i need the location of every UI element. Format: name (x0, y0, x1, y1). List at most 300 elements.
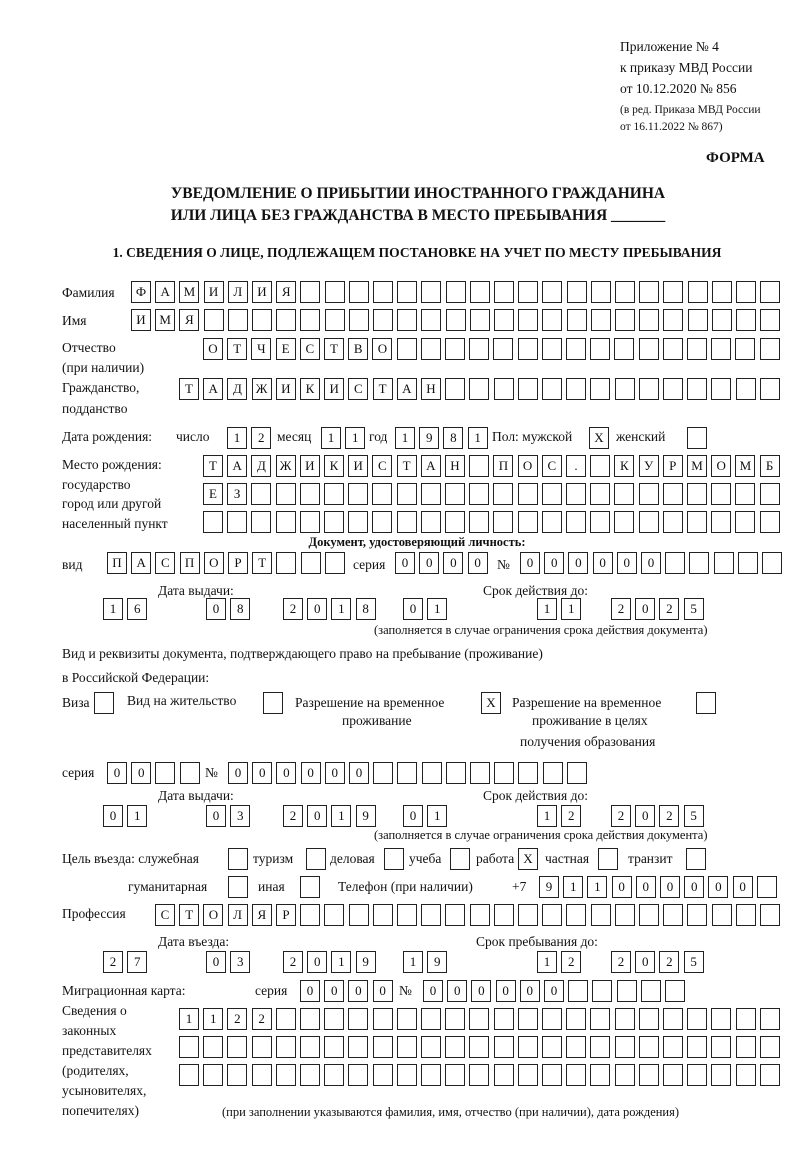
doc-number-cell[interactable] (762, 552, 782, 574)
patronymic-cell[interactable] (397, 338, 417, 360)
p-study-cell[interactable] (450, 848, 470, 870)
name-cell[interactable] (373, 309, 393, 331)
patronymic-cell[interactable] (542, 338, 562, 360)
reps-1-cell[interactable] (518, 1008, 538, 1030)
birthplace-3-cell[interactable] (614, 511, 634, 533)
birthplace-2-cell[interactable] (614, 483, 634, 505)
name-cell[interactable] (736, 309, 756, 331)
name-cell[interactable] (663, 309, 683, 331)
profession-cell[interactable] (349, 904, 369, 926)
patronymic-cell[interactable]: С (300, 338, 320, 360)
birth-year-cell[interactable]: 8 (443, 427, 463, 449)
birthplace-2-cell[interactable] (445, 483, 465, 505)
doc-valid-year-cell[interactable]: 0 (635, 598, 655, 620)
birthplace-2-cell[interactable] (251, 483, 271, 505)
reps-2-cell[interactable] (542, 1036, 562, 1058)
citizenship-cell[interactable] (445, 378, 465, 400)
birthplace-1-cell[interactable]: К (614, 455, 634, 477)
birthplace-2-cell[interactable] (566, 483, 586, 505)
reps-3-cell[interactable] (300, 1064, 320, 1086)
right-valid-year-cell[interactable]: 2 (611, 805, 631, 827)
birthplace-3-cell[interactable] (348, 511, 368, 533)
doc-kind-cell[interactable]: П (180, 552, 200, 574)
doc-kind-cell[interactable]: Т (252, 552, 272, 574)
reps-2-cell[interactable] (590, 1036, 610, 1058)
name-cell[interactable]: М (155, 309, 175, 331)
p-official-cell[interactable] (228, 848, 248, 870)
right-number-cell[interactable] (494, 762, 514, 784)
doc-series-cell[interactable]: 0 (419, 552, 439, 574)
birthplace-1-cell[interactable] (590, 455, 610, 477)
doc-kind-cell[interactable] (301, 552, 321, 574)
reps-2-cell[interactable] (227, 1036, 247, 1058)
p-humanitarian-cell[interactable] (228, 876, 248, 898)
reps-1-cell[interactable] (711, 1008, 731, 1030)
reps-2-cell[interactable] (300, 1036, 320, 1058)
birthplace-3-cell[interactable] (518, 511, 538, 533)
right-valid-year-cell[interactable]: 5 (684, 805, 704, 827)
reps-1-cell[interactable] (469, 1008, 489, 1030)
reps-2-cell[interactable] (397, 1036, 417, 1058)
surname-cell[interactable]: Л (228, 281, 248, 303)
patronymic-cell[interactable] (639, 338, 659, 360)
surname-cell[interactable] (567, 281, 587, 303)
reps-3-cell[interactable] (615, 1064, 635, 1086)
birth-day-cell[interactable]: 1 (227, 427, 247, 449)
sex-female-cell[interactable] (687, 427, 707, 449)
entry-month-cell[interactable]: 3 (230, 951, 250, 973)
birthplace-1-cell[interactable]: Д (251, 455, 271, 477)
name-cell[interactable] (639, 309, 659, 331)
birth-day-cell[interactable]: 2 (251, 427, 271, 449)
mig-number-cell[interactable]: 0 (520, 980, 540, 1002)
right-number-cell[interactable] (543, 762, 563, 784)
citizenship-cell[interactable] (542, 378, 562, 400)
name-cell[interactable] (228, 309, 248, 331)
doc-series-cell[interactable]: 0 (395, 552, 415, 574)
right-issue-year-cell[interactable]: 2 (283, 805, 303, 827)
reps-3-cell[interactable] (542, 1064, 562, 1086)
right-valid-day-cell[interactable]: 0 (403, 805, 423, 827)
right-number-cell[interactable] (373, 762, 393, 784)
mig-number-cell[interactable] (592, 980, 612, 1002)
mig-number-cell[interactable]: 0 (447, 980, 467, 1002)
profession-cell[interactable] (421, 904, 441, 926)
phone-cell[interactable]: 1 (587, 876, 607, 898)
p-transit-cell[interactable] (686, 848, 706, 870)
name-cell[interactable] (518, 309, 538, 331)
birthplace-2-cell[interactable] (687, 483, 707, 505)
patronymic-cell[interactable] (711, 338, 731, 360)
reps-1-cell[interactable] (615, 1008, 635, 1030)
birthplace-3-cell[interactable] (324, 511, 344, 533)
name-cell[interactable] (760, 309, 780, 331)
mig-number-cell[interactable]: 0 (544, 980, 564, 1002)
doc-issue-month-cell[interactable]: 8 (230, 598, 250, 620)
residence-cell[interactable] (263, 692, 283, 714)
surname-cell[interactable] (663, 281, 683, 303)
reps-2-cell[interactable] (445, 1036, 465, 1058)
doc-kind-cell[interactable]: О (204, 552, 224, 574)
profession-cell[interactable] (445, 904, 465, 926)
doc-issue-month-cell[interactable]: 0 (206, 598, 226, 620)
doc-valid-month-cell[interactable]: 1 (561, 598, 581, 620)
reps-1-cell[interactable] (494, 1008, 514, 1030)
reps-3-cell[interactable] (687, 1064, 707, 1086)
doc-number-cell[interactable]: 0 (641, 552, 661, 574)
birthplace-3-cell[interactable] (300, 511, 320, 533)
right-number-cell[interactable] (446, 762, 466, 784)
surname-cell[interactable] (349, 281, 369, 303)
birthplace-1-cell[interactable]: О (518, 455, 538, 477)
reps-3-cell[interactable] (494, 1064, 514, 1086)
entry-year-cell[interactable]: 1 (331, 951, 351, 973)
doc-number-cell[interactable]: 0 (520, 552, 540, 574)
entry-year-cell[interactable]: 0 (307, 951, 327, 973)
name-cell[interactable]: Я (179, 309, 199, 331)
reps-3-cell[interactable] (663, 1064, 683, 1086)
mig-number-cell[interactable] (641, 980, 661, 1002)
reps-3-cell[interactable] (736, 1064, 756, 1086)
doc-kind-cell[interactable] (325, 552, 345, 574)
right-series-cell[interactable] (180, 762, 200, 784)
citizenship-cell[interactable] (494, 378, 514, 400)
birthplace-1-cell[interactable] (469, 455, 489, 477)
patronymic-cell[interactable] (590, 338, 610, 360)
reps-2-cell[interactable] (179, 1036, 199, 1058)
birthplace-2-cell[interactable] (542, 483, 562, 505)
birthplace-2-cell[interactable] (421, 483, 441, 505)
reps-2-cell[interactable] (687, 1036, 707, 1058)
birthplace-2-cell[interactable] (735, 483, 755, 505)
reps-1-cell[interactable] (687, 1008, 707, 1030)
reps-1-cell[interactable] (736, 1008, 756, 1030)
name-cell[interactable] (300, 309, 320, 331)
birthplace-2-cell[interactable] (590, 483, 610, 505)
right-number-cell[interactable] (470, 762, 490, 784)
doc-valid-year-cell[interactable]: 2 (659, 598, 679, 620)
profession-cell[interactable] (566, 904, 586, 926)
mig-number-cell[interactable] (665, 980, 685, 1002)
stay-year-cell[interactable]: 0 (635, 951, 655, 973)
doc-issue-day-cell[interactable]: 1 (103, 598, 123, 620)
doc-kind-cell[interactable]: А (131, 552, 151, 574)
right-number-cell[interactable] (397, 762, 417, 784)
birthplace-2-cell[interactable] (493, 483, 513, 505)
name-cell[interactable]: И (131, 309, 151, 331)
phone-cell[interactable]: 0 (708, 876, 728, 898)
birthplace-3-cell[interactable] (639, 511, 659, 533)
right-issue-year-cell[interactable]: 1 (331, 805, 351, 827)
birthplace-1-cell[interactable]: А (227, 455, 247, 477)
citizenship-cell[interactable]: С (348, 378, 368, 400)
doc-valid-year-cell[interactable]: 5 (684, 598, 704, 620)
reps-3-cell[interactable] (518, 1064, 538, 1086)
entry-day-cell[interactable]: 2 (103, 951, 123, 973)
temp-residence-cell[interactable]: X (481, 692, 501, 714)
right-issue-month-cell[interactable]: 0 (206, 805, 226, 827)
mig-number-cell[interactable] (617, 980, 637, 1002)
birthplace-1-cell[interactable]: О (711, 455, 731, 477)
reps-3-cell[interactable] (252, 1064, 272, 1086)
reps-2-cell[interactable] (421, 1036, 441, 1058)
citizenship-cell[interactable]: И (324, 378, 344, 400)
name-cell[interactable] (325, 309, 345, 331)
reps-3-cell[interactable] (421, 1064, 441, 1086)
surname-cell[interactable]: А (155, 281, 175, 303)
name-cell[interactable] (542, 309, 562, 331)
birthplace-3-cell[interactable] (735, 511, 755, 533)
phone-cell[interactable]: 0 (660, 876, 680, 898)
surname-cell[interactable] (421, 281, 441, 303)
entry-year-cell[interactable]: 9 (356, 951, 376, 973)
doc-kind-cell[interactable]: Р (228, 552, 248, 574)
profession-cell[interactable]: О (203, 904, 223, 926)
birthplace-1-cell[interactable]: К (324, 455, 344, 477)
patronymic-cell[interactable] (518, 338, 538, 360)
reps-1-cell[interactable] (760, 1008, 780, 1030)
birthplace-2-cell[interactable] (469, 483, 489, 505)
birthplace-3-cell[interactable] (421, 511, 441, 533)
patronymic-cell[interactable] (614, 338, 634, 360)
doc-issue-year-cell[interactable]: 1 (331, 598, 351, 620)
doc-valid-day-cell[interactable]: 1 (427, 598, 447, 620)
stay-day-cell[interactable]: 9 (427, 951, 447, 973)
right-issue-year-cell[interactable]: 0 (307, 805, 327, 827)
doc-valid-month-cell[interactable]: 1 (537, 598, 557, 620)
citizenship-cell[interactable] (687, 378, 707, 400)
citizenship-cell[interactable]: И (276, 378, 296, 400)
patronymic-cell[interactable] (445, 338, 465, 360)
mig-number-cell[interactable]: 0 (471, 980, 491, 1002)
doc-series-cell[interactable]: 0 (468, 552, 488, 574)
p-other-cell[interactable] (300, 876, 320, 898)
surname-cell[interactable] (591, 281, 611, 303)
citizenship-cell[interactable] (590, 378, 610, 400)
p-private-cell[interactable] (598, 848, 618, 870)
birthplace-1-cell[interactable]: И (348, 455, 368, 477)
surname-cell[interactable]: И (204, 281, 224, 303)
name-cell[interactable] (712, 309, 732, 331)
reps-1-cell[interactable]: 1 (203, 1008, 223, 1030)
reps-1-cell[interactable] (639, 1008, 659, 1030)
right-number-cell[interactable] (518, 762, 538, 784)
reps-1-cell[interactable] (590, 1008, 610, 1030)
birthplace-2-cell[interactable] (639, 483, 659, 505)
doc-number-cell[interactable]: 0 (568, 552, 588, 574)
citizenship-cell[interactable] (760, 378, 780, 400)
surname-cell[interactable] (446, 281, 466, 303)
birthplace-2-cell[interactable] (711, 483, 731, 505)
patronymic-cell[interactable]: Ч (251, 338, 271, 360)
doc-kind-cell[interactable]: С (155, 552, 175, 574)
profession-cell[interactable]: Р (276, 904, 296, 926)
birthplace-3-cell[interactable] (760, 511, 780, 533)
right-number-cell[interactable]: 0 (228, 762, 248, 784)
right-valid-year-cell[interactable]: 0 (635, 805, 655, 827)
citizenship-cell[interactable] (736, 378, 756, 400)
reps-3-cell[interactable] (227, 1064, 247, 1086)
reps-2-cell[interactable] (639, 1036, 659, 1058)
phone-cell[interactable]: 0 (612, 876, 632, 898)
right-valid-month-cell[interactable]: 2 (561, 805, 581, 827)
surname-cell[interactable] (518, 281, 538, 303)
entry-year-cell[interactable]: 2 (283, 951, 303, 973)
birth-year-cell[interactable]: 9 (419, 427, 439, 449)
birthplace-2-cell[interactable] (760, 483, 780, 505)
name-cell[interactable] (470, 309, 490, 331)
profession-cell[interactable] (518, 904, 538, 926)
name-cell[interactable] (591, 309, 611, 331)
stay-month-cell[interactable]: 2 (561, 951, 581, 973)
birthplace-1-cell[interactable]: . (566, 455, 586, 477)
entry-month-cell[interactable]: 0 (206, 951, 226, 973)
surname-cell[interactable] (300, 281, 320, 303)
citizenship-cell[interactable]: Д (227, 378, 247, 400)
birthplace-2-cell[interactable] (397, 483, 417, 505)
right-valid-month-cell[interactable]: 1 (537, 805, 557, 827)
birthplace-2-cell[interactable] (348, 483, 368, 505)
name-cell[interactable] (567, 309, 587, 331)
mig-series-cell[interactable]: 0 (348, 980, 368, 1002)
mig-series-cell[interactable]: 0 (324, 980, 344, 1002)
reps-1-cell[interactable]: 2 (252, 1008, 272, 1030)
birthplace-1-cell[interactable]: Т (203, 455, 223, 477)
citizenship-cell[interactable]: Т (179, 378, 199, 400)
reps-3-cell[interactable] (760, 1064, 780, 1086)
citizenship-cell[interactable]: А (397, 378, 417, 400)
patronymic-cell[interactable]: О (203, 338, 223, 360)
profession-cell[interactable]: С (155, 904, 175, 926)
profession-cell[interactable] (760, 904, 780, 926)
surname-cell[interactable] (494, 281, 514, 303)
reps-1-cell[interactable]: 2 (227, 1008, 247, 1030)
reps-3-cell[interactable] (179, 1064, 199, 1086)
surname-cell[interactable] (397, 281, 417, 303)
stay-year-cell[interactable]: 2 (611, 951, 631, 973)
name-cell[interactable] (204, 309, 224, 331)
reps-2-cell[interactable] (469, 1036, 489, 1058)
reps-1-cell[interactable] (421, 1008, 441, 1030)
profession-cell[interactable] (542, 904, 562, 926)
birthplace-3-cell[interactable] (711, 511, 731, 533)
phone-cell[interactable]: 0 (684, 876, 704, 898)
birthplace-3-cell[interactable] (590, 511, 610, 533)
birthplace-2-cell[interactable] (518, 483, 538, 505)
reps-3-cell[interactable] (397, 1064, 417, 1086)
profession-cell[interactable] (712, 904, 732, 926)
profession-cell[interactable] (324, 904, 344, 926)
p-work-cell[interactable]: X (518, 848, 538, 870)
birthplace-2-cell[interactable]: Е (203, 483, 223, 505)
profession-cell[interactable] (639, 904, 659, 926)
reps-2-cell[interactable] (494, 1036, 514, 1058)
reps-2-cell[interactable] (736, 1036, 756, 1058)
birthplace-2-cell[interactable] (300, 483, 320, 505)
phone-cell[interactable] (757, 876, 777, 898)
birthplace-1-cell[interactable]: П (493, 455, 513, 477)
birthplace-3-cell[interactable] (372, 511, 392, 533)
reps-1-cell[interactable]: 1 (179, 1008, 199, 1030)
birthplace-1-cell[interactable]: И (300, 455, 320, 477)
phone-cell[interactable]: 9 (539, 876, 559, 898)
name-cell[interactable] (688, 309, 708, 331)
birthplace-3-cell[interactable] (397, 511, 417, 533)
birthplace-3-cell[interactable] (687, 511, 707, 533)
doc-number-cell[interactable]: 0 (544, 552, 564, 574)
reps-3-cell[interactable] (445, 1064, 465, 1086)
birthplace-1-cell[interactable]: Н (445, 455, 465, 477)
birthplace-1-cell[interactable]: С (542, 455, 562, 477)
doc-kind-cell[interactable] (276, 552, 296, 574)
reps-2-cell[interactable] (373, 1036, 393, 1058)
birthplace-3-cell[interactable] (469, 511, 489, 533)
reps-3-cell[interactable] (590, 1064, 610, 1086)
profession-cell[interactable] (373, 904, 393, 926)
reps-2-cell[interactable] (663, 1036, 683, 1058)
reps-1-cell[interactable] (324, 1008, 344, 1030)
birthplace-3-cell[interactable] (251, 511, 271, 533)
surname-cell[interactable] (736, 281, 756, 303)
right-number-cell[interactable] (567, 762, 587, 784)
reps-1-cell[interactable] (663, 1008, 683, 1030)
profession-cell[interactable] (300, 904, 320, 926)
patronymic-cell[interactable] (566, 338, 586, 360)
birthplace-2-cell[interactable] (372, 483, 392, 505)
doc-valid-year-cell[interactable]: 2 (611, 598, 631, 620)
patronymic-cell[interactable] (469, 338, 489, 360)
patronymic-cell[interactable]: Т (324, 338, 344, 360)
name-cell[interactable] (349, 309, 369, 331)
patronymic-cell[interactable]: Е (276, 338, 296, 360)
right-number-cell[interactable]: 0 (349, 762, 369, 784)
citizenship-cell[interactable]: К (300, 378, 320, 400)
birthplace-1-cell[interactable]: Т (397, 455, 417, 477)
reps-2-cell[interactable] (203, 1036, 223, 1058)
birthplace-1-cell[interactable]: Ж (276, 455, 296, 477)
reps-3-cell[interactable] (373, 1064, 393, 1086)
profession-cell[interactable]: Т (179, 904, 199, 926)
right-valid-day-cell[interactable]: 1 (427, 805, 447, 827)
surname-cell[interactable]: Я (276, 281, 296, 303)
citizenship-cell[interactable] (663, 378, 683, 400)
reps-2-cell[interactable] (566, 1036, 586, 1058)
edu-residence-cell[interactable] (696, 692, 716, 714)
doc-valid-day-cell[interactable]: 0 (403, 598, 423, 620)
birthplace-2-cell[interactable] (663, 483, 683, 505)
name-cell[interactable] (397, 309, 417, 331)
reps-2-cell[interactable] (348, 1036, 368, 1058)
profession-cell[interactable] (494, 904, 514, 926)
birthplace-2-cell[interactable] (324, 483, 344, 505)
patronymic-cell[interactable]: О (372, 338, 392, 360)
surname-cell[interactable]: И (252, 281, 272, 303)
p-tourism-cell[interactable] (306, 848, 326, 870)
doc-kind-cell[interactable]: П (107, 552, 127, 574)
phone-cell[interactable]: 0 (733, 876, 753, 898)
stay-year-cell[interactable]: 2 (659, 951, 679, 973)
right-number-cell[interactable]: 0 (301, 762, 321, 784)
patronymic-cell[interactable] (687, 338, 707, 360)
right-number-cell[interactable]: 0 (252, 762, 272, 784)
reps-1-cell[interactable] (348, 1008, 368, 1030)
reps-1-cell[interactable] (397, 1008, 417, 1030)
surname-cell[interactable] (470, 281, 490, 303)
profession-cell[interactable] (591, 904, 611, 926)
citizenship-cell[interactable]: Т (373, 378, 393, 400)
citizenship-cell[interactable] (639, 378, 659, 400)
citizenship-cell[interactable] (711, 378, 731, 400)
